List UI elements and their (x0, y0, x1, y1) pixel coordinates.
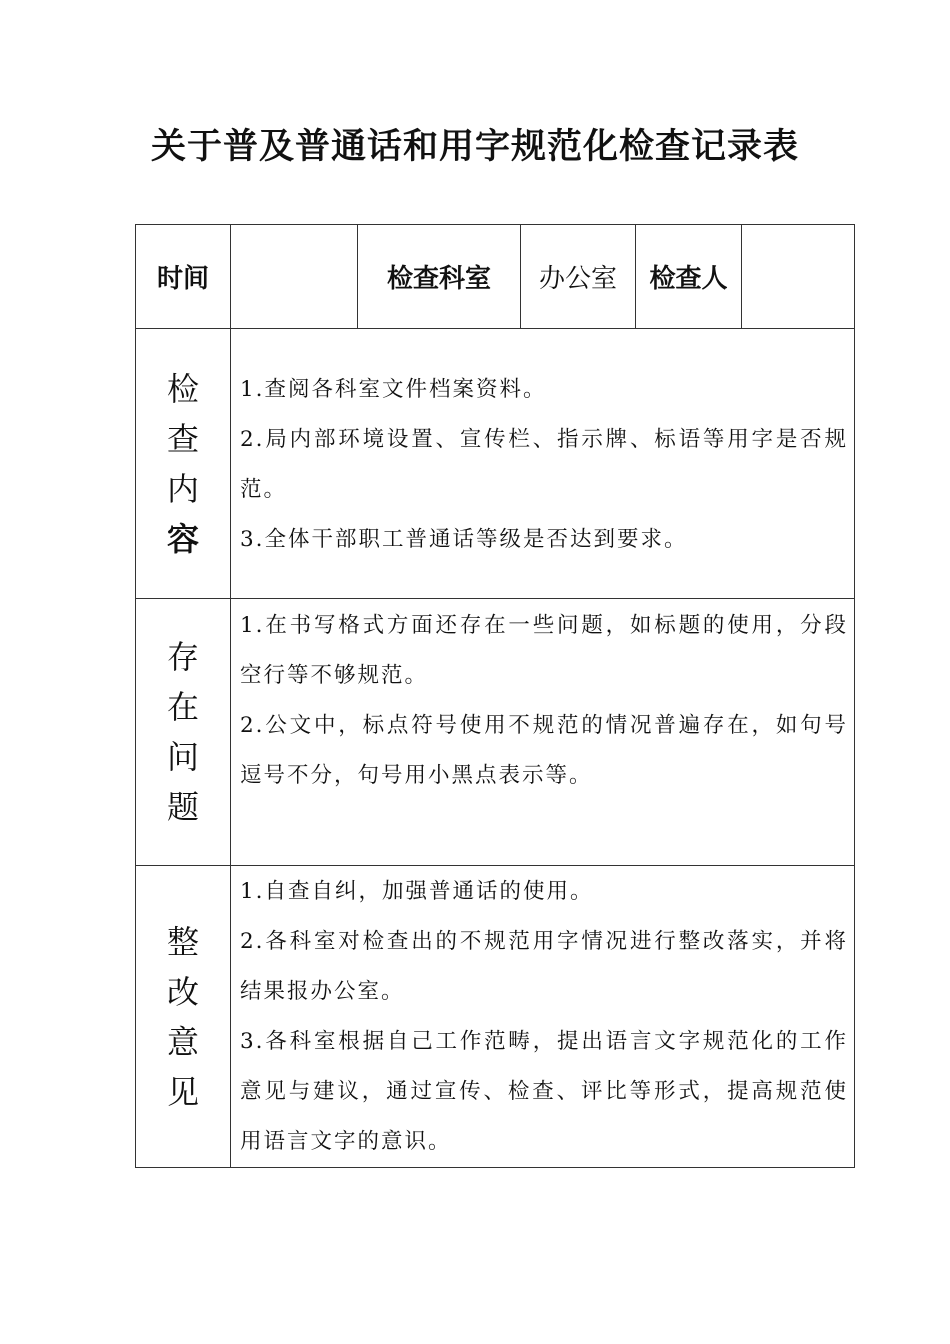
rectification-label (136, 866, 231, 1168)
issues-body (231, 599, 855, 866)
issues-label (136, 599, 231, 866)
list-item: 2.公文中，标点符号使用不规范的情况普遍存在，如句号逗号不分，句号用小黑点表示等。 (240, 713, 848, 788)
list-item: 1.在书写格式方面还存在一些问题，如标题的使用，分段空行等不够规范。 (240, 613, 848, 688)
label-char: 整 (166, 922, 199, 961)
inspector-value[interactable] (742, 225, 855, 329)
time-label: 时间 (136, 225, 231, 329)
record-table (135, 224, 855, 1168)
label-char: 题 (166, 788, 199, 826)
label-char: 意 (166, 1022, 199, 1061)
section-row-check-content (136, 329, 855, 599)
section-row-rectification (136, 866, 855, 1168)
list-item: 3.各科室根据自己工作范畴，提出语言文字规范化的工作意见与建议，通过宣传、检查、评比等形式，提高规范使用语言文字的意识。 (240, 1029, 848, 1154)
label-char: 存 (166, 638, 199, 676)
rectification-body (231, 866, 855, 1168)
label-char: 在 (166, 688, 199, 726)
list-item: 3.全体干部职工普通话等级是否达到要求。 (240, 527, 688, 552)
label-char: 见 (166, 1072, 199, 1111)
inspector-label: 检查人 (636, 225, 742, 329)
document-title: 关于普及普通话和用字规范化检查记录表 (150, 126, 799, 167)
label-char: 查 (166, 419, 199, 458)
list-item: 1.自查自纠，加强普通话的使用。 (240, 879, 594, 904)
label-char: 检 (166, 369, 199, 408)
check-content-body (231, 329, 855, 599)
dept-label: 检查科室 (358, 225, 521, 329)
check-content-label (136, 329, 231, 599)
list-item: 2.局内部环境设置、宣传栏、指示牌、标语等用字是否规范。 (240, 427, 848, 502)
list-item: 2.各科室对检查出的不规范用字情况进行整改落实，并将结果报办公室。 (240, 929, 848, 1004)
list-item: 1.查阅各科室文件档案资料。 (240, 377, 547, 402)
label-char: 问 (166, 738, 199, 776)
label-char: 容 (166, 519, 199, 558)
label-char: 改 (166, 972, 199, 1011)
time-value[interactable] (231, 225, 358, 329)
header-row (136, 225, 855, 329)
label-char: 内 (166, 469, 199, 508)
dept-value[interactable]: 办公室 (521, 225, 636, 329)
section-row-issues (136, 599, 855, 866)
